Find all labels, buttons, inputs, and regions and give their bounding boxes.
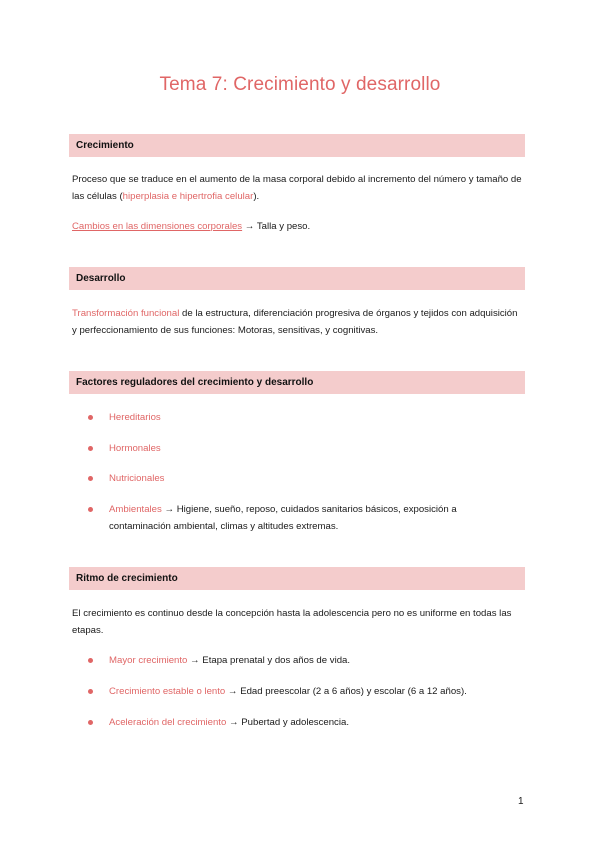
list-item: Mayor crecimiento → Etapa prenatal y dos años de vida. bbox=[88, 653, 508, 670]
bullet-icon bbox=[88, 415, 93, 420]
crecimiento-definition: Proceso que se traduce en el aumento de la masa corporal debido al incremento del número y tamaño de las células (hiperplasia e hipertrofia celular). bbox=[72, 174, 522, 202]
desarrollo-definition: Transformación funcional de la estructura, diferenciación progresiva de órganos y tejidos con adquisición y perfeccionamiento de sus funciones: Motoras, sensitivas, y cognitivas. bbox=[72, 308, 518, 336]
list-item: Aceleración del crecimiento → Pubertad y adolescencia. bbox=[88, 715, 508, 732]
bullet-icon bbox=[88, 507, 93, 512]
bullet-icon bbox=[88, 720, 93, 725]
section-header-factores: Factores reguladores del crecimiento y desarrollo bbox=[69, 371, 525, 394]
bullet-icon bbox=[88, 476, 93, 481]
list-item: Nutricionales bbox=[88, 471, 508, 488]
section-header-ritmo: Ritmo de crecimiento bbox=[69, 567, 525, 590]
section-header-crecimiento: Crecimiento bbox=[69, 134, 525, 157]
list-item: Crecimiento estable o lento → Edad preescolar (2 a 6 años) y escolar (6 a 12 años). bbox=[88, 684, 508, 701]
list-item: Hormonales bbox=[88, 441, 508, 458]
list-item: Hereditarios bbox=[88, 410, 508, 427]
desarrollo-highlight: Transformación funcional bbox=[72, 308, 180, 319]
page-number: 1 bbox=[518, 796, 524, 807]
cambios-link: Cambios en las dimensiones corporales bbox=[72, 221, 243, 232]
crecimiento-cambios: Cambios en las dimensiones corporales → Talla y peso. bbox=[72, 221, 311, 232]
section-header-desarrollo: Desarrollo bbox=[69, 267, 525, 290]
list-item: Ambientales → Higiene, sueño, reposo, cuidados sanitarios básicos, exposición a contaminación ambiental, climas y altitudes extremas. bbox=[88, 502, 508, 535]
bullet-icon bbox=[88, 446, 93, 451]
crecimiento-highlight: hiperplasia e hipertrofia celular bbox=[122, 190, 254, 202]
ritmo-definition: El crecimiento es continuo desde la concepción hasta la adolescencia pero no es uniforme en todas las etapas. bbox=[72, 608, 512, 636]
bullet-icon bbox=[88, 658, 93, 663]
bullet-icon bbox=[88, 689, 93, 694]
page-title: Tema 7: Crecimiento y desarrollo bbox=[159, 74, 441, 95]
